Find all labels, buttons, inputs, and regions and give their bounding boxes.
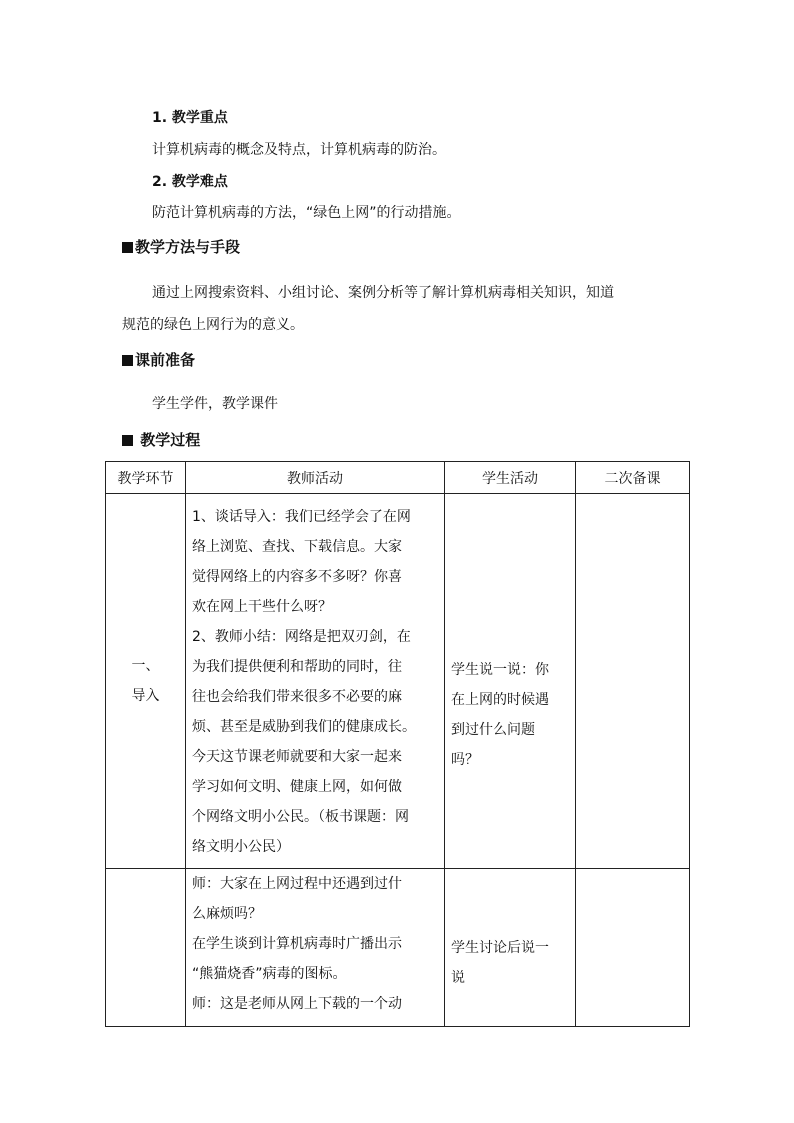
difficulty-text: 防范计算机病毒的方法，“绿色上网”的行动措施。: [152, 205, 461, 221]
student-line: 在上网的时候遇: [451, 692, 549, 708]
teacher-line: 学习如何文明、健康上网，如何做: [192, 779, 402, 795]
section-square-icon: [122, 242, 133, 253]
section-square-icon: [122, 355, 133, 366]
notes-cell: [576, 869, 690, 1027]
prep-text: 学生学件，教学课件: [152, 396, 278, 412]
teacher-line: 在学生谈到计算机病毒时广播出示: [192, 936, 402, 952]
notes-cell: [576, 494, 690, 869]
teacher-line: 觉得网络上的内容多不多呀？你喜: [192, 569, 402, 585]
teacher-line: 个网络文明小公民。（板书课题：网: [192, 809, 409, 825]
stage-cell: [106, 869, 186, 1027]
difficulty-heading: 2. 教学难点: [152, 174, 228, 190]
teacher-line: 师：这是老师从网上下载的一个动: [192, 996, 402, 1012]
lesson-plan-table: [105, 461, 690, 1027]
methods-line1: 通过上网搜索资料、小组讨论、案例分析等了解计算机病毒相关知识，知道: [152, 285, 614, 301]
focus-heading: 1. 教学重点: [152, 110, 228, 126]
teacher-line: 1、谈话导入：我们已经学会了在网: [192, 509, 411, 525]
teacher-line: 络文明小公民）: [192, 839, 290, 855]
teacher-line: 今天这节课老师就要和大家一起来: [192, 749, 402, 765]
methods-heading-text: 教学方法与手段: [135, 238, 241, 256]
table-row: [106, 494, 690, 869]
student-line: 学生讨论后说一: [451, 939, 549, 956]
teacher-line: 为我们提供便利和帮助的同时，往: [192, 659, 402, 675]
student-line: 吗？: [451, 752, 479, 768]
prep-heading: [122, 350, 195, 370]
prep-heading-text: 课前准备: [135, 351, 196, 369]
teacher-line: 络上浏览、查找、下载信息。大家: [192, 539, 402, 555]
header-notes: 二次备课: [576, 462, 690, 494]
stage-number: 一、: [131, 658, 160, 674]
teacher-line: 往也会给我们带来很多不必要的麻: [192, 689, 402, 705]
header-teacher-activity: 教师活动: [186, 462, 445, 494]
teacher-line: 师：大家在上网过程中还遇到过什: [192, 876, 402, 892]
table-header-row: [106, 462, 690, 494]
stage-cell: [106, 494, 186, 869]
methods-line2: 规范的绿色上网行为的意义。: [122, 317, 304, 333]
student-activity-cell: [445, 869, 576, 1027]
teacher-line: 欢在网上干些什么呀？: [192, 599, 332, 615]
process-heading: [122, 430, 200, 450]
teacher-line: 么麻烦吗？: [192, 906, 262, 922]
stage-label: 导入: [131, 688, 160, 704]
student-activity-cell: [445, 494, 576, 869]
teacher-line: 烦、甚至是威胁到我们的健康成长。: [192, 719, 416, 735]
methods-heading: [122, 237, 240, 257]
teacher-line: “熊猫烧香”病毒的图标。: [192, 966, 347, 982]
section-square-icon: [122, 435, 133, 446]
header-stage: 教学环节: [106, 462, 186, 494]
teacher-activity-cell: [186, 869, 445, 1027]
table-row: [106, 869, 690, 1027]
header-student-activity: 学生活动: [445, 462, 576, 494]
focus-text: 计算机病毒的概念及特点，计算机病毒的防治。: [152, 142, 446, 158]
student-line: 说: [451, 969, 465, 986]
process-heading-text: 教学过程: [135, 431, 201, 449]
student-line: 到过什么问题: [451, 722, 535, 738]
teacher-line: 2、教师小结：网络是把双刃剑，在: [192, 629, 411, 645]
teacher-activity-cell: [186, 494, 445, 869]
student-line: 学生说一说：你: [451, 662, 549, 678]
